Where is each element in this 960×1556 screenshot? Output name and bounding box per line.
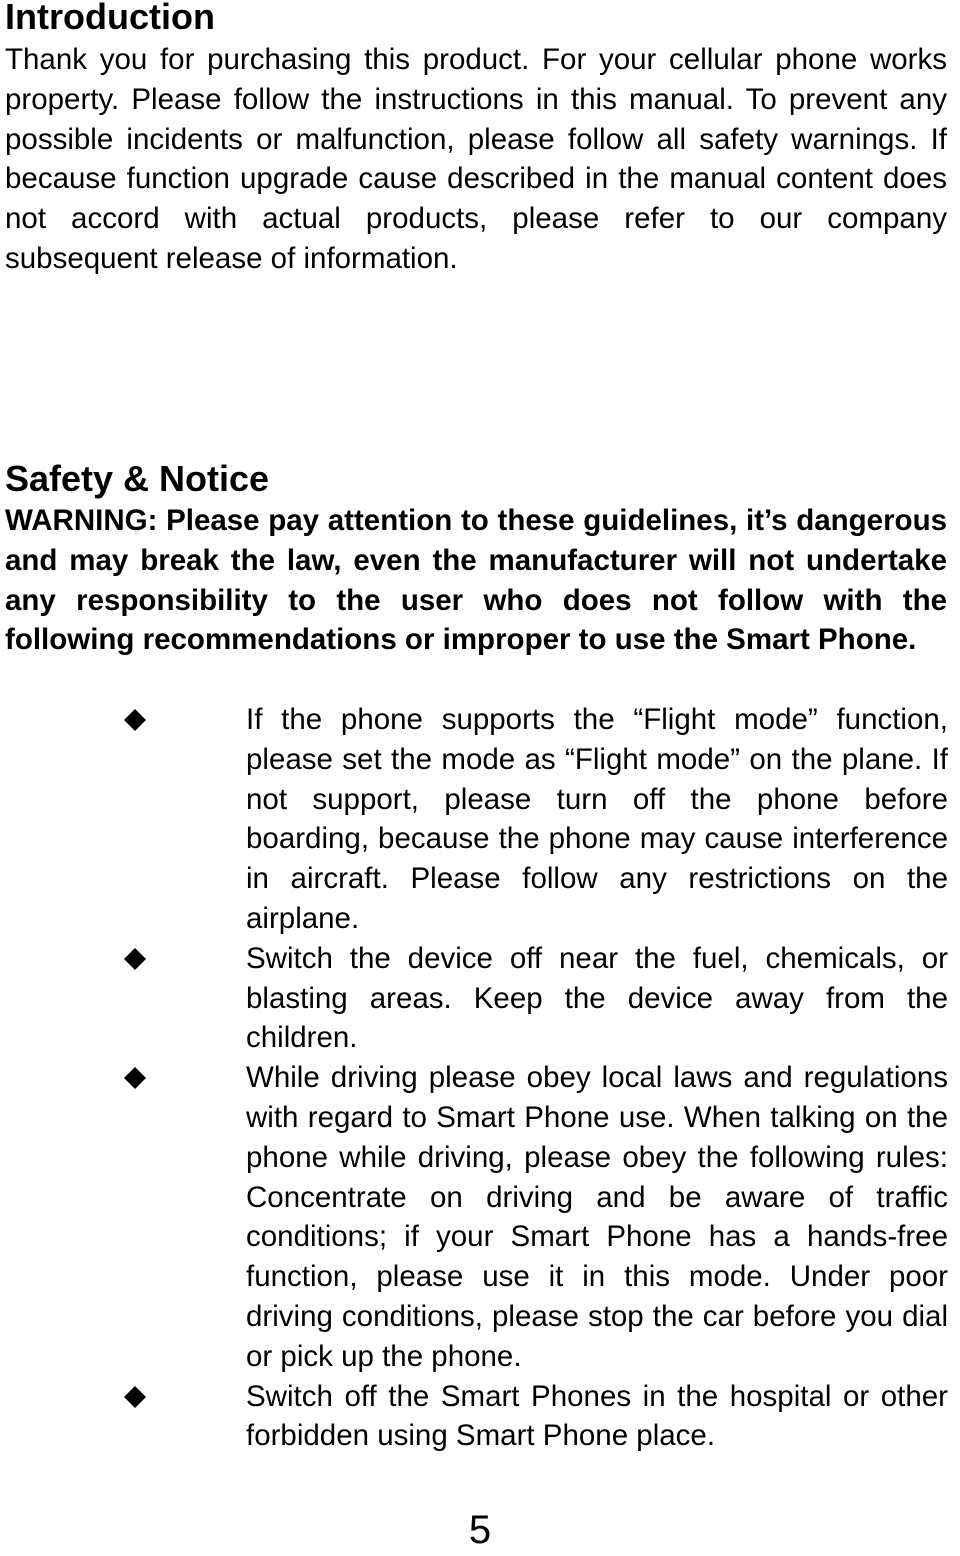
- safety-item-fuel-chemicals: [0, 939, 948, 1058]
- diamond-bullet-icon: [124, 1386, 146, 1408]
- introduction-text: Thank you for purchasing this product. For your cellular phone works property. Please follow the instructions in this manual. To prevent any possible incidents or malfunction, please follow all safety warnings. If because function upgrade cause described in the manual content does not accord with actual products, please refer to our company subsequent release of information.: [5, 43, 947, 275]
- diamond-bullet-icon: [124, 948, 146, 970]
- introduction-heading: Introduction: [5, 0, 215, 37]
- safety-item-driving: [0, 1058, 948, 1376]
- safety-item-text: Switch off the Smart Phones in the hospital or other forbidden using Smart Phone place.: [246, 1379, 948, 1453]
- safety-list: [0, 700, 960, 1456]
- safety-item-text: Switch the device off near the fuel, chemicals, or blasting areas. Keep the device away from the children.: [246, 941, 948, 1055]
- diamond-bullet-icon: [124, 709, 146, 731]
- diamond-bullet-icon: [124, 1067, 146, 1089]
- warning-text: WARNING: Please pay attention to these guidelines, it’s dangerous and may break the law, even the manufacturer will not undertake any responsibility to the user who does not follow with the following recommendations or improper to use the Smart Phone.: [5, 504, 947, 657]
- safety-item-hospital: [0, 1377, 948, 1457]
- safety-item-text: While driving please obey local laws and regulations with regard to Smart Phone use. When talking on the phone while driving, please obey the following rules: Concentrate on driving and be aware of traffic conditions; if your Smart Phone has a hands-free function, please use it in this mode. Under poor driving conditions, please stop the car before you dial or pick up the phone.: [246, 1061, 948, 1373]
- safety-heading: Safety & Notice: [5, 458, 270, 499]
- safety-item-flight-mode: [0, 700, 948, 939]
- page-number: 5: [468, 1508, 492, 1552]
- safety-item-text: If the phone supports the “Flight mode” function, please set the mode as “Flight mode” on the plane. If not support, please turn off the phone before boarding, because the phone may cause interference in aircraft. Please follow any restrictions on the airplane.: [246, 703, 948, 935]
